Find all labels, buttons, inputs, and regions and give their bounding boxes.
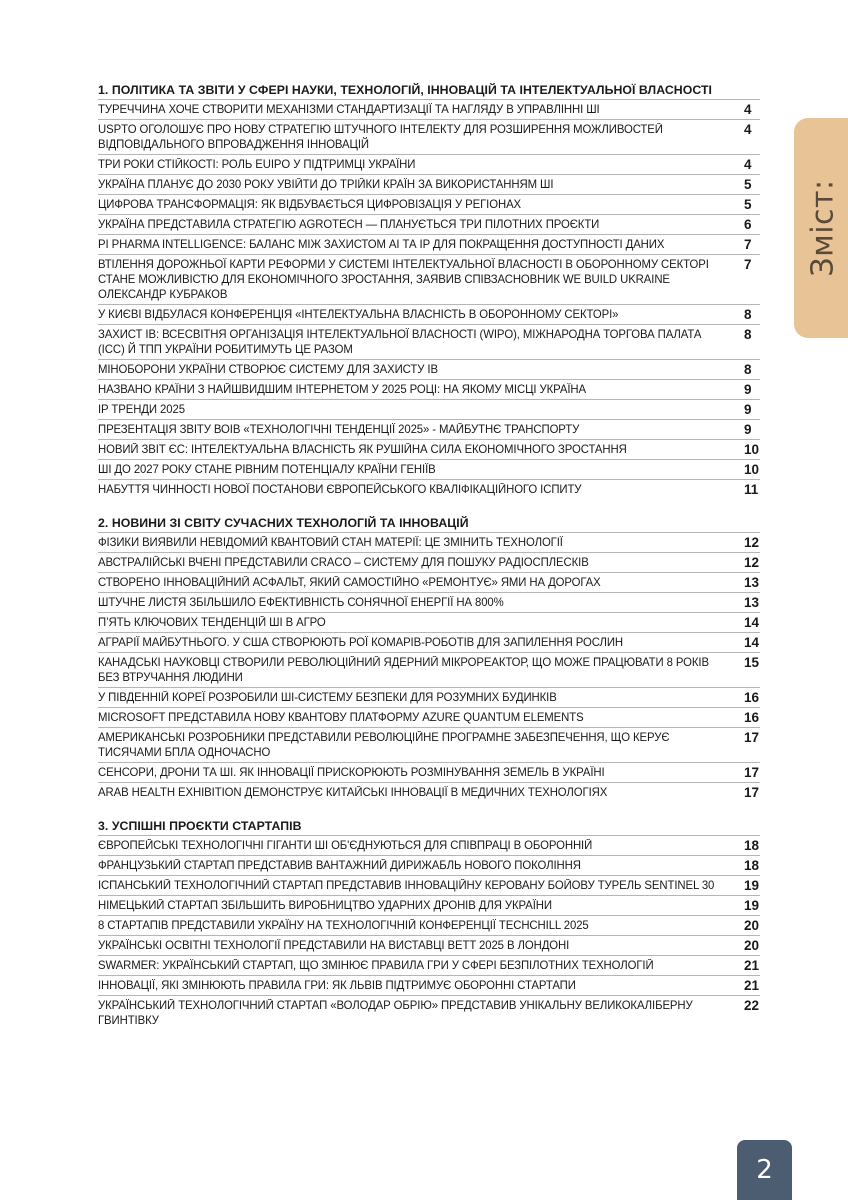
toc-entry[interactable] (98, 154, 760, 174)
toc-entry-page-number: 8 (744, 362, 752, 377)
page-number-badge: 2 (737, 1140, 792, 1200)
toc-entry[interactable] (98, 727, 760, 762)
toc-entry-page-number: 5 (744, 197, 752, 212)
toc-entry-title: МІНОБОРОНИ УКРАЇНИ СТВОРЮЄ СИСТЕМУ ДЛЯ ЗАХИСТУ ІВ (98, 363, 438, 376)
toc-entry-title: ВТІЛЕННЯ ДОРОЖНЬОЇ КАРТИ РЕФОРМИ У СИСТЕМІ ІНТЕЛЕКТУАЛЬНОЇ ВЛАСНОСТІ В ОБОРОННОМУ СЕКТОРІ СТАНЕ МОЖЛИВІСТЮ ДЛЯ ЕКОНОМІЧНОГО ЗРОСТАННЯ, ЗАЯВИВ СПІВЗАСНОВНИК WE BUILD UKRAINE ОЛЕКСАНДР КУБРАКОВ (98, 258, 709, 301)
toc-entry[interactable] (98, 975, 760, 995)
toc-entry-page-number: 20 (744, 938, 760, 953)
toc-entry[interactable] (98, 99, 760, 119)
toc-entry[interactable] (98, 379, 760, 399)
toc-entry-title: 8 СТАРТАПІВ ПРЕДСТАВИЛИ УКРАЇНУ НА ТЕХНОЛОГІЧНІЙ КОНФЕРЕНЦІЇ TECHCHILL 2025 (98, 919, 589, 932)
toc-entry-title: УКРАЇНСЬКІ ОСВІТНІ ТЕХНОЛОГІЇ ПРЕДСТАВИЛИ НА ВИСТАВЦІ BETT 2025 В ЛОНДОНІ (98, 939, 570, 952)
toc-entry-title: ПРЕЗЕНТАЦІЯ ЗВІТУ ВОІВ «ТЕХНОЛОГІЧНІ ТЕНДЕНЦІЇ 2025» - МАЙБУТНЄ ТРАНСПОРТУ (98, 423, 580, 436)
toc-entry-title: MICROSOFT ПРЕДСТАВИЛА НОВУ КВАНТОВУ ПЛАТФОРМУ AZURE QUANTUM ELEMENTS (98, 711, 584, 724)
toc-entry[interactable] (98, 632, 760, 652)
toc-entry-page-number: 14 (744, 635, 760, 650)
toc-entry-title: ФІЗИКИ ВИЯВИЛИ НЕВІДОМИЙ КВАНТОВИЙ СТАН МАТЕРІЇ: ЦЕ ЗМІНИТЬ ТЕХНОЛОГІЇ (98, 536, 563, 549)
toc-entry-page-number: 6 (744, 217, 752, 232)
toc-entry-page-number: 15 (744, 655, 760, 670)
toc-entry[interactable] (98, 855, 760, 875)
toc-entry[interactable] (98, 652, 760, 687)
toc-entry-title: ІСПАНСЬКИЙ ТЕХНОЛОГІЧНИЙ СТАРТАП ПРЕДСТАВИВ ІННОВАЦІЙНУ КЕРОВАНУ БОЙОВУ ТУРЕЛЬ SENTINEL 30 (98, 879, 715, 892)
toc-entry[interactable] (98, 875, 760, 895)
toc-entry-title: ЄВРОПЕЙСЬКІ ТЕХНОЛОГІЧНІ ГІГАНТИ ШІ ОБ'ЄДНУЮТЬСЯ ДЛЯ СПІВПРАЦІ В ОБОРОННІЙ (98, 839, 593, 852)
toc-entry-title: НОВИЙ ЗВІТ ЄС: ІНТЕЛЕКТУАЛЬНА ВЛАСНІСТЬ ЯК РУШІЙНА СИЛА ЕКОНОМІЧНОГО ЗРОСТАННЯ (98, 443, 627, 456)
toc-entry[interactable] (98, 552, 760, 572)
toc-entry[interactable] (98, 359, 760, 379)
toc-entry[interactable] (98, 782, 760, 802)
toc-entry-title: ШТУЧНЕ ЛИСТЯ ЗБІЛЬШИЛО ЕФЕКТИВНІСТЬ СОНЯЧНОЇ ЕНЕРГІЇ НА 800% (98, 596, 504, 609)
toc-entry-page-number: 21 (744, 958, 760, 973)
toc-section (98, 515, 760, 802)
toc-entry-page-number: 19 (744, 878, 760, 893)
toc-entry-title: У ПІВДЕННІЙ КОРЕЇ РОЗРОБИЛИ ШІ-СИСТЕМУ БЕЗПЕКИ ДЛЯ РОЗУМНИХ БУДИНКІВ (98, 691, 557, 704)
toc-entry[interactable] (98, 762, 760, 782)
toc-entry[interactable] (98, 895, 760, 915)
toc-entry[interactable] (98, 955, 760, 975)
toc-entry-title: СЕНСОРИ, ДРОНИ ТА ШІ. ЯК ІННОВАЦІЇ ПРИСКОРЮЮТЬ РОЗМІНУВАННЯ ЗЕМЕЛЬ В УКРАЇНІ (98, 766, 605, 779)
toc-entry-page-number: 13 (744, 575, 760, 590)
toc-entry-page-number: 7 (744, 237, 752, 252)
toc-entry-page-number: 9 (744, 402, 752, 417)
toc-entry-title: УКРАЇНА ПРЕДСТАВИЛА СТРАТЕГІЮ AGROTECH — ПЛАНУЄТЬСЯ ТРИ ПІЛОТНИХ ПРОЄКТИ (98, 218, 600, 231)
toc-entry-page-number: 8 (744, 307, 752, 322)
toc-entry[interactable] (98, 592, 760, 612)
toc-entry-page-number: 17 (744, 730, 760, 745)
toc-entry-title: IP ТРЕНДИ 2025 (98, 403, 185, 416)
toc-entry-title: УКРАЇНСЬКИЙ ТЕХНОЛОГІЧНИЙ СТАРТАП «ВОЛОДАР ОБРІЮ» ПРЕДСТАВИВ УНІКАЛЬНУ ВЕЛИКОКАЛІБЕРНУ ГВИНТІВКУ (98, 999, 693, 1027)
toc-entry-title: П’ЯТЬ КЛЮЧОВИХ ТЕНДЕНЦІЙ ШІ В АГРО (98, 616, 326, 629)
table-of-contents (98, 82, 760, 1046)
toc-entry-page-number: 4 (744, 102, 752, 117)
toc-section (98, 82, 760, 499)
section-title: 1. ПОЛІТИКА ТА ЗВІТИ У СФЕРІ НАУКИ, ТЕХНОЛОГІЙ, ІННОВАЦІЙ ТА ІНТЕЛЕКТУАЛЬНОЇ ВЛАСНОСТІ (98, 83, 712, 97)
toc-entry-page-number: 17 (744, 785, 760, 800)
toc-entry-title: АГРАРІЇ МАЙБУТНЬОГО. У США СТВОРЮЮТЬ РОЇ КОМАРІВ-РОБОТІВ ДЛЯ ЗАПИЛЕННЯ РОСЛИН (98, 636, 624, 649)
toc-entry-title: СТВОРЕНО ІННОВАЦІЙНИЙ АСФАЛЬТ, ЯКИЙ САМОСТІЙНО «РЕМОНТУЄ» ЯМИ НА ДОРОГАХ (98, 576, 601, 589)
toc-entry-page-number: 14 (744, 615, 760, 630)
toc-entry[interactable] (98, 194, 760, 214)
toc-entry[interactable] (98, 995, 760, 1030)
toc-entry[interactable] (98, 915, 760, 935)
toc-entry-title: USPTO ОГОЛОШУЄ ПРО НОВУ СТРАТЕГІЮ ШТУЧНОГО ІНТЕЛЕКТУ ДЛЯ РОЗШИРЕННЯ МОЖЛИВОСТЕЙ ВІДПОВІДАЛЬНОГО ВПРОВАДЖЕННЯ ІННОВАЦІЙ (98, 123, 663, 151)
toc-entry-page-number: 4 (744, 157, 752, 172)
toc-entry-title: У КИЄВІ ВІДБУЛАСЯ КОНФЕРЕНЦІЯ «ІНТЕЛЕКТУАЛЬНА ВЛАСНІСТЬ В ОБОРОННОМУ СЕКТОРІ» (98, 308, 619, 321)
toc-entry-page-number: 18 (744, 838, 760, 853)
toc-entry-page-number: 10 (744, 462, 760, 477)
toc-entry-page-number: 16 (744, 710, 760, 725)
toc-entry-title: НАБУТТЯ ЧИННОСТІ НОВОЇ ПОСТАНОВИ ЄВРОПЕЙСЬКОГО КВАЛІФІКАЦІЙНОГО ІСПИТУ (98, 483, 582, 496)
toc-entry-page-number: 4 (744, 122, 752, 137)
toc-entry-title: ЦИФРОВА ТРАНСФОРМАЦІЯ: ЯК ВІДБУВАЄТЬСЯ ЦИФРОВІЗАЦІЯ У РЕГІОНАХ (98, 198, 522, 211)
toc-entry[interactable] (98, 304, 760, 324)
toc-entry[interactable] (98, 214, 760, 234)
toc-entry-title: УКРАЇНА ПЛАНУЄ ДО 2030 РОКУ УВІЙТИ ДО ТРІЙКИ КРАЇН ЗА ВИКОРИСТАННЯМ ШІ (98, 178, 554, 191)
toc-entry-page-number: 17 (744, 765, 760, 780)
toc-entry[interactable] (98, 174, 760, 194)
toc-entry-page-number: 21 (744, 978, 760, 993)
toc-entry[interactable] (98, 532, 760, 552)
toc-entry[interactable] (98, 119, 760, 154)
contents-side-tab-label: Зміст: (805, 179, 841, 277)
toc-entry-page-number: 9 (744, 422, 752, 437)
toc-entry-title: АВСТРАЛІЙСЬКІ ВЧЕНІ ПРЕДСТАВИЛИ CRACO – СИСТЕМУ ДЛЯ ПОШУКУ РАДІОСПЛЕСКІВ (98, 556, 589, 569)
toc-entry-page-number: 7 (744, 257, 752, 272)
toc-entry-title: ARAB HEALTH EXHIBITION ДЕМОНСТРУЄ КИТАЙСЬКІ ІННОВАЦІЇ В МЕДИЧНИХ ТЕХНОЛОГІЯХ (98, 786, 608, 799)
toc-entry[interactable] (98, 687, 760, 707)
toc-entry[interactable] (98, 479, 760, 499)
toc-entry-title: PI PHARMA INTELLIGENCE: БАЛАНС МІЖ ЗАХИСТОМ AI ТА IP ДЛЯ ПОКРАЩЕННЯ ДОСТУПНОСТІ ДАНИХ (98, 238, 665, 251)
toc-entry-title: НІМЕЦЬКИЙ СТАРТАП ЗБІЛЬШИТЬ ВИРОБНИЦТВО УДАРНИХ ДРОНІВ ДЛЯ УКРАЇНИ (98, 899, 552, 912)
toc-entry-page-number: 12 (744, 555, 760, 570)
toc-entry-title: ТУРЕЧЧИНА ХОЧЕ СТВОРИТИ МЕХАНІЗМИ СТАНДАРТИЗАЦІЇ ТА НАГЛЯДУ В УПРАВЛІННІ ШІ (98, 103, 600, 116)
section-title: 3. УСПІШНІ ПРОЄКТИ СТАРТАПІВ (98, 819, 302, 833)
toc-entry-title: КАНАДСЬКІ НАУКОВЦІ СТВОРИЛИ РЕВОЛЮЦІЙНИЙ ЯДЕРНИЙ МІКРОРЕАКТОР, ЩО МОЖЕ ПРАЦЮВАТИ 8 РОКІВ БЕЗ ВТРУЧАННЯ ЛЮДИНИ (98, 656, 709, 684)
toc-entry-title: ЗАХИСТ ІВ: ВСЕСВІТНЯ ОРГАНІЗАЦІЯ ІНТЕЛЕКТУАЛЬНОЇ ВЛАСНОСТІ (WIPO), МІЖНАРОДНА ТОРГОВА ПАЛАТА (ICC) Й ТПП УКРАЇНИ РОБИТИМУТЬ ЦЕ РАЗОМ (98, 328, 702, 356)
toc-entry-page-number: 9 (744, 382, 752, 397)
toc-entry[interactable] (98, 419, 760, 439)
toc-entry-title: ШІ ДО 2027 РОКУ СТАНЕ РІВНИМ ПОТЕНЦІАЛУ КРАЇНИ ГЕНІЇВ (98, 463, 436, 476)
toc-entry-page-number: 11 (744, 482, 759, 497)
toc-entry-page-number: 20 (744, 918, 760, 933)
toc-entry-title: НАЗВАНО КРАЇНИ З НАЙШВИДШИМ ІНТЕРНЕТОМ У 2025 РОЦІ: НА ЯКОМУ МІСЦІ УКРАЇНА (98, 383, 586, 396)
toc-entry-page-number: 12 (744, 535, 760, 550)
toc-entry[interactable] (98, 835, 760, 855)
toc-entry-page-number: 13 (744, 595, 760, 610)
toc-entry-page-number: 18 (744, 858, 760, 873)
toc-entry-page-number: 8 (744, 327, 752, 342)
toc-entry[interactable] (98, 399, 760, 419)
toc-entry-page-number: 5 (744, 177, 752, 192)
toc-entry[interactable] (98, 459, 760, 479)
section-title: 2. НОВИНИ ЗІ СВІТУ СУЧАСНИХ ТЕХНОЛОГІЙ ТА ІННОВАЦІЙ (98, 516, 469, 530)
toc-entry[interactable] (98, 572, 760, 592)
toc-section (98, 818, 760, 1030)
toc-entry-title: АМЕРИКАНСЬКІ РОЗРОБНИКИ ПРЕДСТАВИЛИ РЕВОЛЮЦІЙНЕ ПРОГРАМНЕ ЗАБЕЗПЕЧЕННЯ, ЩО КЕРУЄ ТИСЯЧАМИ БПЛА ОДНОЧАСНО (98, 731, 670, 759)
toc-entry[interactable] (98, 612, 760, 632)
toc-entry-title: ФРАНЦУЗЬКИЙ СТАРТАП ПРЕДСТАВИВ ВАНТАЖНИЙ ДИРИЖАБЛЬ НОВОГО ПОКОЛІННЯ (98, 859, 581, 872)
toc-entry-page-number: 19 (744, 898, 760, 913)
toc-entry-page-number: 22 (744, 998, 760, 1013)
toc-entry[interactable] (98, 324, 760, 359)
toc-entry-title: ІННОВАЦІЇ, ЯКІ ЗМІНЮЮТЬ ПРАВИЛА ГРИ: ЯК ЛЬВІВ ПІДТРИМУЄ ОБОРОННІ СТАРТАПИ (98, 979, 576, 992)
toc-entry[interactable] (98, 707, 760, 727)
toc-entry[interactable] (98, 234, 760, 254)
toc-entry-title: ТРИ РОКИ СТІЙКОСТІ: РОЛЬ EUIPO У ПІДТРИМЦІ УКРАЇНИ (98, 158, 416, 171)
toc-entry-page-number: 10 (744, 442, 760, 457)
toc-entry-title: SWARMER: УКРАЇНСЬКИЙ СТАРТАП, ЩО ЗМІНЮЄ ПРАВИЛА ГРИ У СФЕРІ БЕЗПІЛОТНИХ ТЕХНОЛОГІЙ (98, 959, 654, 972)
toc-entry[interactable] (98, 254, 760, 304)
toc-entry[interactable] (98, 439, 760, 459)
toc-entry-page-number: 16 (744, 690, 760, 705)
toc-entry[interactable] (98, 935, 760, 955)
